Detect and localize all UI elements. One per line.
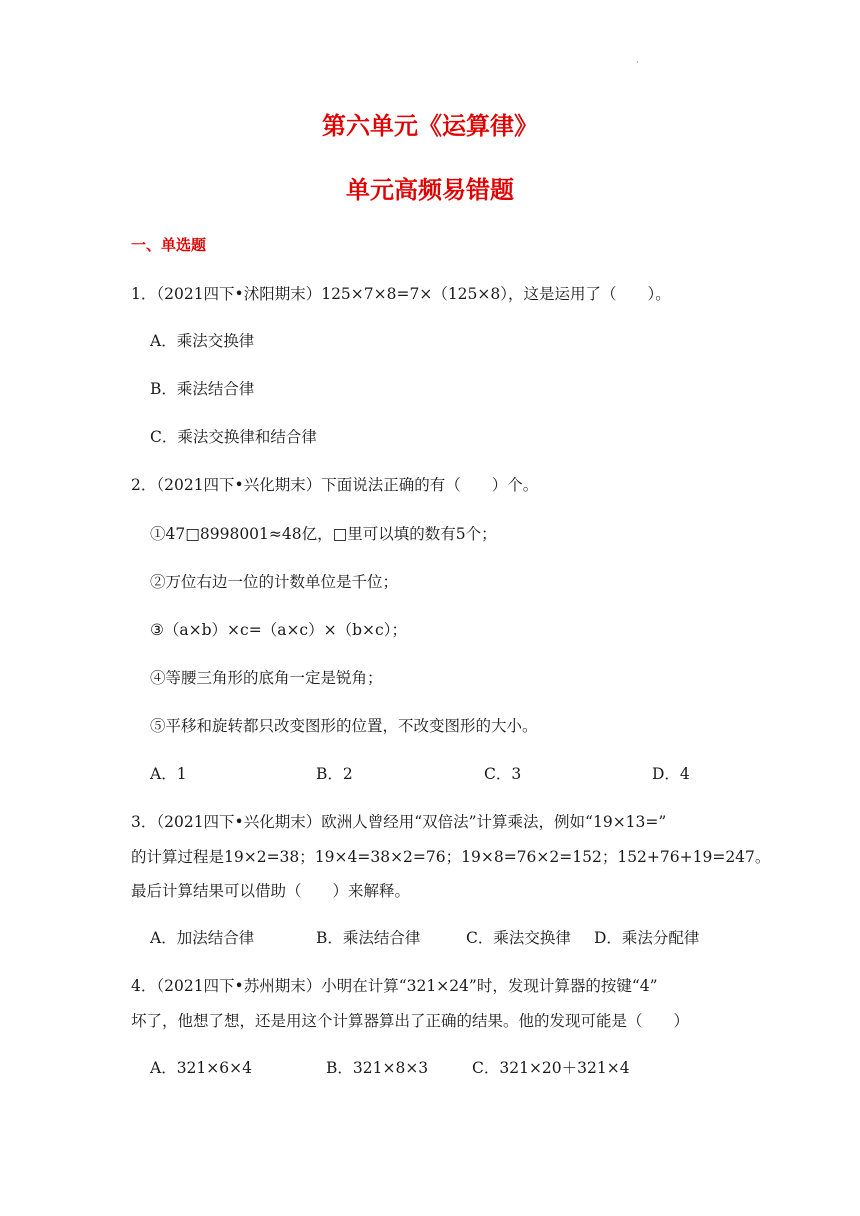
question-1-option-b: B．乘法结合律: [150, 380, 255, 398]
question-4-stem-line-2: 坏了，他想了想，还是用这个计算器算出了正确的结果。他的发现可能是（ ）: [131, 1012, 690, 1030]
question-2-option-c: C．3: [484, 765, 522, 783]
question-4-option-b: B．321×8×3: [326, 1059, 429, 1077]
question-3-stem-line-1: 3．（2021四下•兴化期末）欧洲人曾经用“双倍法”计算乘法，例如“19×13=”: [131, 813, 667, 831]
page-title: 第六单元《运算律》: [322, 112, 538, 140]
question-1-option-c: C．乘法交换律和结合律: [150, 428, 317, 446]
question-2-option-a: A．1: [150, 765, 187, 783]
question-2-statement-4: ④等腰三角形的底角一定是锐角；: [150, 669, 383, 687]
question-2-option-b: B．2: [316, 765, 353, 783]
section-heading: 一、单选题: [131, 236, 207, 254]
question-3-option-b: B．乘法结合律: [316, 929, 421, 947]
question-3-stem-line-2: 的计算过程是19×2=38；19×4=38×2=76；19×8=76×2=152；152+76+19=247。: [131, 848, 771, 866]
question-3-option-d: D．乘法分配律: [594, 929, 700, 947]
question-4-option-c: C．321×20＋321×4: [472, 1059, 630, 1077]
question-2-statement-3: ③（a×b）×c=（a×c）×（b×c）；: [150, 621, 407, 639]
question-4-option-a: A．321×6×4: [150, 1059, 252, 1077]
question-2-statement-5: ⑤平移和旋转都只改变图形的位置，不改变图形的大小。: [150, 717, 538, 735]
question-3-option-c: C．乘法交换律: [466, 929, 571, 947]
question-3-stem-line-3: 最后计算结果可以借助（ ）来解释。: [131, 882, 411, 900]
question-1-stem: 1．（2021四下•沭阳期末）125×7×8=7×（125×8），这是运用了（ ）。: [131, 285, 671, 303]
question-2-statement-1: ①47□8998001≈48亿，□里可以填的数有5个；: [150, 525, 497, 543]
question-2-stem: 2．（2021四下•兴化期末）下面说法正确的有（ ）个。: [131, 476, 539, 494]
question-2-statement-2: ②万位右边一位的计数单位是千位；: [150, 573, 399, 591]
question-3-option-a: A．加法结合律: [150, 929, 255, 947]
question-4-stem-line-1: 4．（2021四下•苏州期末）小明在计算“321×24”时，发现计算器的按键“4”: [131, 977, 658, 995]
page-subtitle: 单元高频易错题: [346, 176, 514, 204]
question-2-option-d: D．4: [652, 765, 690, 783]
header-mark: ·: [636, 58, 639, 67]
question-1-option-a: A．乘法交换律: [150, 332, 255, 350]
